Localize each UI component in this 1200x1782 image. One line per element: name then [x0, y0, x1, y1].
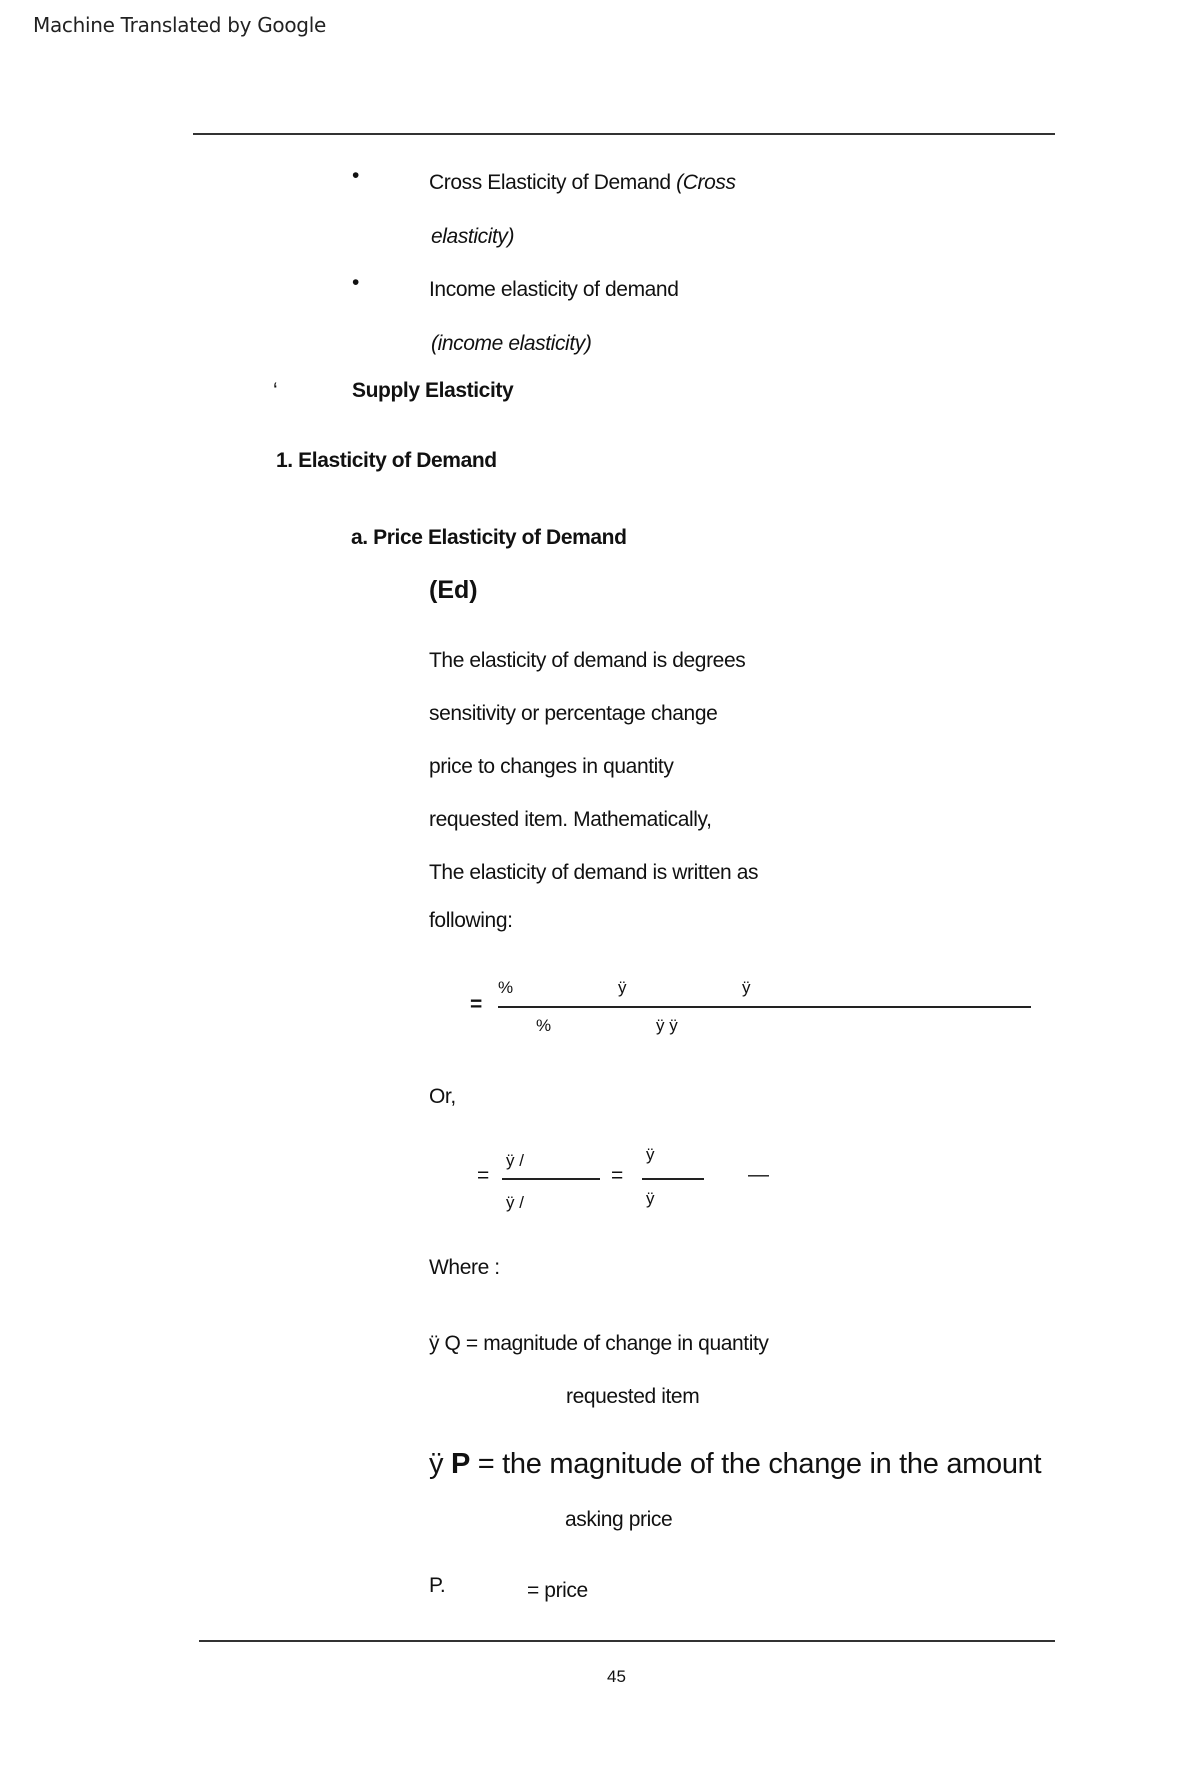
formula2-denominator: ÿ /	[506, 1193, 524, 1212]
formula1-denominator-symbol: ÿ ÿ	[656, 1016, 678, 1035]
formula1-numerator-percent: %	[498, 978, 514, 997]
top-rule	[193, 133, 1055, 135]
paragraph-line: The elasticity of demand is degrees	[429, 649, 746, 672]
supply-marker: ‘	[273, 379, 278, 402]
definition-term: ÿ Q	[429, 1332, 461, 1355]
definition-continuation: asking price	[565, 1508, 673, 1531]
supply-elasticity-item: Supply Elasticity	[352, 379, 514, 402]
formula2-equals: =	[611, 1164, 623, 1187]
formula1-lhs-equals: =	[470, 993, 482, 1016]
bullet-marker: •	[352, 164, 359, 187]
bullet-text-italic-continued: (income elasticity)	[431, 332, 592, 355]
bottom-rule	[199, 1640, 1055, 1642]
definition-delta-p	[429, 1450, 1041, 1479]
ed-symbol: (Ed)	[429, 576, 478, 604]
page-number: 45	[607, 1667, 626, 1686]
subsection-heading: a. Price Elasticity of Demand	[351, 526, 627, 549]
definition-text: = the magnitude of the change in the amount	[477, 1448, 1042, 1480]
bullet-marker: •	[352, 271, 359, 294]
formula2-fraction-bar	[502, 1178, 600, 1180]
paragraph-line: following:	[429, 909, 513, 932]
paragraph-line: requested item. Mathematically,	[429, 808, 712, 831]
bullet-text-italic-continued: elasticity)	[431, 225, 515, 248]
definition-continuation: requested item	[566, 1385, 700, 1408]
definition-term-price: P.	[429, 1574, 446, 1597]
formula1-numerator-symbol: ÿ	[618, 978, 627, 997]
formula2-equals: =	[477, 1164, 489, 1187]
formula2-dash: —	[748, 1163, 769, 1186]
bullet-text: Cross Elasticity of Demand	[429, 171, 677, 194]
bullet-item-cross-elasticity	[429, 172, 736, 193]
bullet-text-italic: (Cross	[676, 171, 736, 194]
definition-text: = magnitude of change in quantity	[465, 1332, 769, 1355]
definition-delta-q	[429, 1333, 769, 1354]
where-label: Where :	[429, 1256, 500, 1279]
section-heading: 1. Elasticity of Demand	[276, 449, 497, 472]
definition-text-price: = price	[527, 1579, 588, 1602]
formula1-numerator-symbol: ÿ	[742, 978, 751, 997]
paragraph-line: price to changes in quantity	[429, 755, 674, 778]
formula2-denominator: ÿ	[646, 1189, 655, 1208]
formula1-denominator-percent: %	[536, 1016, 552, 1035]
machine-translation-banner: Machine Translated by Google	[33, 13, 326, 37]
or-label: Or,	[429, 1085, 456, 1108]
bullet-item-income-elasticity: Income elasticity of demand	[429, 278, 679, 301]
paragraph-line: The elasticity of demand is written as	[429, 861, 759, 884]
definition-term-symbol: ÿ	[429, 1448, 444, 1480]
paragraph-line: sensitivity or percentage change	[429, 702, 718, 725]
formula2-fraction-bar	[642, 1178, 704, 1180]
definition-term: P	[450, 1448, 471, 1480]
formula2-numerator: ÿ /	[506, 1151, 524, 1170]
formula2-numerator: ÿ	[646, 1145, 655, 1164]
formula1-fraction-bar	[498, 1006, 1031, 1008]
